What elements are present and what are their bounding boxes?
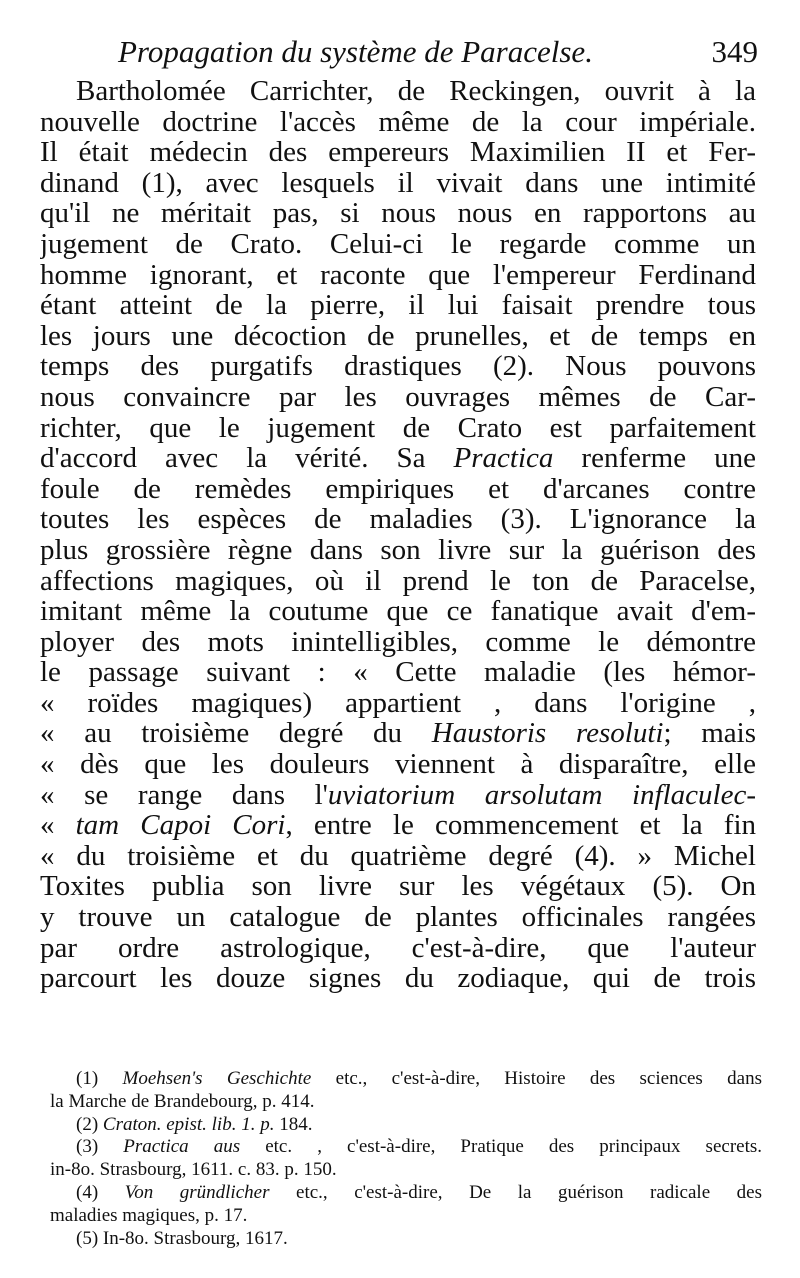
body-line: étant atteint de la pierre, il lui faisait prendre tous [40, 290, 756, 321]
body-line: plus grossière règne dans son livre sur la guérison des [40, 534, 756, 566]
footnote-line-italic: Moehsen's Geschichte [122, 1068, 312, 1089]
page-number: 349 [711, 34, 758, 69]
footnote-line-text: etc., c'est-à-dire, De la guérison radicale des [269, 1181, 762, 1203]
body-line: nous convaincre par les ouvrages mêmes de Car- [40, 381, 756, 413]
body-line [40, 810, 756, 841]
footnote-line [50, 1114, 762, 1137]
body-line: affections magiques, où il prend le ton de Paracelse, [40, 565, 756, 597]
running-header [118, 34, 762, 74]
footnote-line: la Marche de Brandebourg, p. 414. [50, 1090, 315, 1112]
body-line [40, 718, 756, 749]
body-line: nouvelle doctrine l'accès même de la cour impériale. [40, 106, 756, 138]
footnote-line-text: 184. [274, 1113, 313, 1135]
body-line: « du troisième et du quatrième degré (4). » Michel [40, 840, 756, 872]
footnote-line-italic: Craton. epist. lib. 1. p. [102, 1113, 275, 1135]
body-line-italic: Haustoris resoluti [431, 718, 664, 750]
body-line: dinand (1), avec lesquels il vivait dans une intimité [40, 167, 756, 199]
footnote-line-italic: Practica aus [123, 1136, 241, 1158]
body-line: temps des purgatifs drastiques (2). Nous pouvons [40, 351, 756, 382]
body-line [40, 443, 756, 474]
footnote-line [50, 1068, 762, 1091]
body-line: les jours une décoction de prunelles, et de temps en [40, 320, 756, 352]
footnote-line-text: (4) [76, 1181, 125, 1203]
body-line: parcourt les douze signes du zodiaque, qui de trois [40, 963, 756, 994]
body-line: y trouve un catalogue de plantes officinales rangées [40, 902, 756, 933]
body-line: homme ignorant, et raconte que l'empereur Ferdinand [40, 259, 756, 291]
footnote-line-text: (3) [76, 1136, 124, 1158]
body-line: le passage suivant : « Cette maladie (les hémor- [40, 657, 756, 688]
body-line-text: , entre le commencement et la fin [285, 810, 756, 841]
body-line [40, 780, 756, 811]
body-line-text: d'accord avec la vérité. Sa [40, 443, 454, 474]
footnote-line-text: etc., c'est-à-dire, Histoire des sciences dans [311, 1068, 762, 1089]
body-line-text: « se range dans l' [40, 779, 328, 811]
footnotes [50, 1068, 762, 1250]
footnote-line-text: (1) [76, 1068, 123, 1089]
body-line: Bartholomée Carrichter, de Reckingen, ouvrit à la [76, 76, 756, 107]
body-line: imitant même la coutume que ce fanatique avait d'em- [40, 596, 756, 627]
body-line: Toxites publia son livre sur les végétaux (5). On [40, 871, 756, 903]
body-line-text: ; mais [663, 718, 756, 750]
body-line: jugement de Crato. Celui-ci le regarde comme un [40, 228, 756, 260]
body-line-italic: uviatorium arsolutam inflaculec- [327, 779, 756, 811]
body-line-italic: Practica [453, 443, 554, 474]
body-line-text: renferme une [553, 443, 756, 474]
footnote-line-text: etc. , c'est-à-dire, Pratique des principaux secrets. [240, 1136, 762, 1158]
body-line-italic: tam Capoi Cori [75, 810, 286, 841]
footnote-line: (5) In-8o. Strasbourg, 1617. [76, 1227, 288, 1249]
body-line: richter, que le jugement de Crato est parfaitement [40, 412, 756, 444]
body-line: foule de remèdes empiriques et d'arcanes contre [40, 473, 756, 505]
body-line: Il était médecin des empereurs Maximilien II et Fer- [40, 137, 756, 168]
body-text [40, 76, 756, 994]
body-line: « dès que les douleurs viennent à disparaître, elle [40, 749, 756, 780]
footnote-line [50, 1182, 762, 1205]
footnote-line: in-8o. Strasbourg, 1611. c. 83. p. 150. [50, 1159, 337, 1181]
body-line: « roïdes magiques) appartient , dans l'origine , [40, 687, 756, 719]
footnote-line [50, 1136, 762, 1159]
body-line: toutes les espèces de maladies (3). L'ignorance la [40, 504, 756, 535]
body-line: qu'il ne méritait pas, si nous nous en rapportons au [40, 198, 756, 229]
running-title: Propagation du système de Paracelse. [118, 34, 593, 69]
footnote-line: maladies magiques, p. 17. [50, 1204, 248, 1226]
body-line: par ordre astrologique, c'est-à-dire, que l'auteur [40, 932, 756, 964]
body-line-text: « au troisième degré du [40, 718, 432, 750]
body-line-text: « [40, 810, 76, 841]
footnote-line-italic: Von gründlicher [124, 1181, 270, 1203]
footnote-line-text: (2) [76, 1113, 103, 1135]
body-line: ployer des mots inintelligibles, comme le démontre [40, 626, 756, 658]
